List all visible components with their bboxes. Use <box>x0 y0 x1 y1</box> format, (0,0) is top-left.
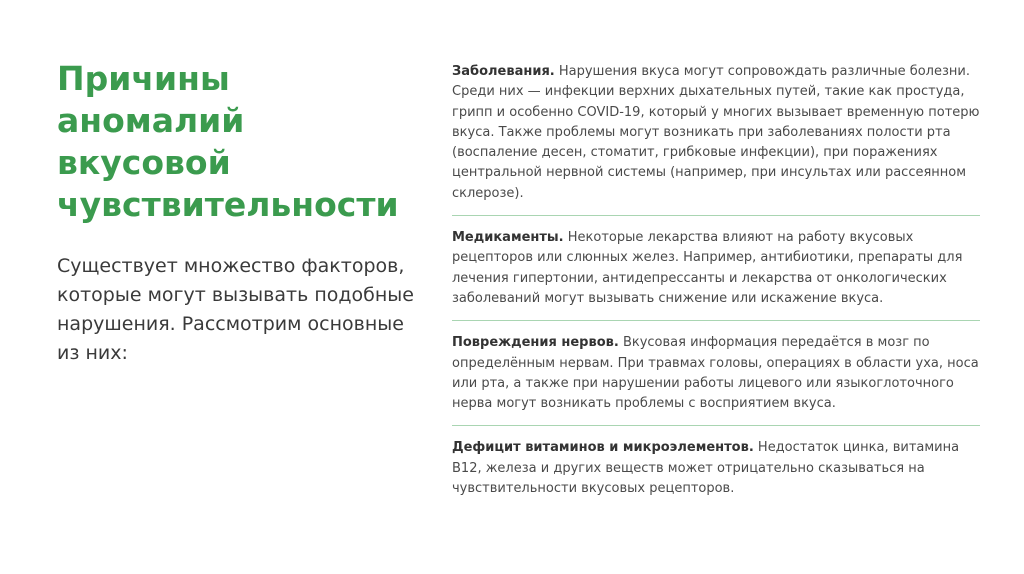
cause-term: Медикаменты. <box>452 230 564 246</box>
cause-term: Дефицит витаминов и микроэлементов. <box>452 440 754 456</box>
title-line-4: чувствительности <box>57 185 399 224</box>
cause-item-medications <box>452 228 980 321</box>
intro-text: Существует множество факторов, которые могут вызывать подобные нарушения. Рассмотрим основные из них: <box>57 255 414 364</box>
causes-list <box>452 62 980 522</box>
cause-term: Заболевания. <box>452 64 555 79</box>
cause-text: Вкусовая информация передаётся в мозг по определённым нервам. При травмах головы, операциях в области уха, носа или рта, а также при нарушении работы лицевого или языкоглоточного нерва могут возникать проблемы с восприятием вкуса. <box>452 335 979 412</box>
cause-paragraph <box>452 333 980 414</box>
cause-item-nerve-damage <box>452 333 980 426</box>
cause-item-diseases <box>452 62 980 216</box>
cause-text: Некоторые лекарства влияют на работу вкусовых рецепторов или слюнных желез. Например, антибиотики, препараты для лечения гипертонии, антидепрессанты и лекарства от онкологических заболеваний могут вызывать снижение или искажение вкуса. <box>452 230 963 306</box>
title-line-2: аномалий <box>57 101 245 140</box>
title-line-1: Причины <box>57 59 230 98</box>
cause-term: Повреждения нервов. <box>452 335 619 351</box>
cause-paragraph <box>452 228 980 309</box>
cause-item-vitamin-deficiency <box>452 438 980 510</box>
cause-text: Нарушения вкуса могут сопровождать различные болезни. Среди них — инфекции верхних дыхательных путей, такие как простуда, грипп и особенно COVID-19, который у многих вызывает временную потерю вкуса. Также проблемы могут возникать при заболеваниях полости рта (воспаление десен, стоматит, грибковые инфекции), при поражениях центральной нервной системы (например, при инсультах или рассеянном склерозе). <box>452 64 980 201</box>
title-line-3: вкусовой <box>57 143 231 182</box>
cause-paragraph <box>452 62 980 204</box>
cause-paragraph <box>452 438 980 499</box>
cause-text: Недостаток цинка, витамина B12, железа и других веществ может отрицательно сказываться на чувствительности вкусовых рецепторов. <box>452 440 960 497</box>
page-title <box>57 58 437 226</box>
left-column <box>57 58 437 368</box>
